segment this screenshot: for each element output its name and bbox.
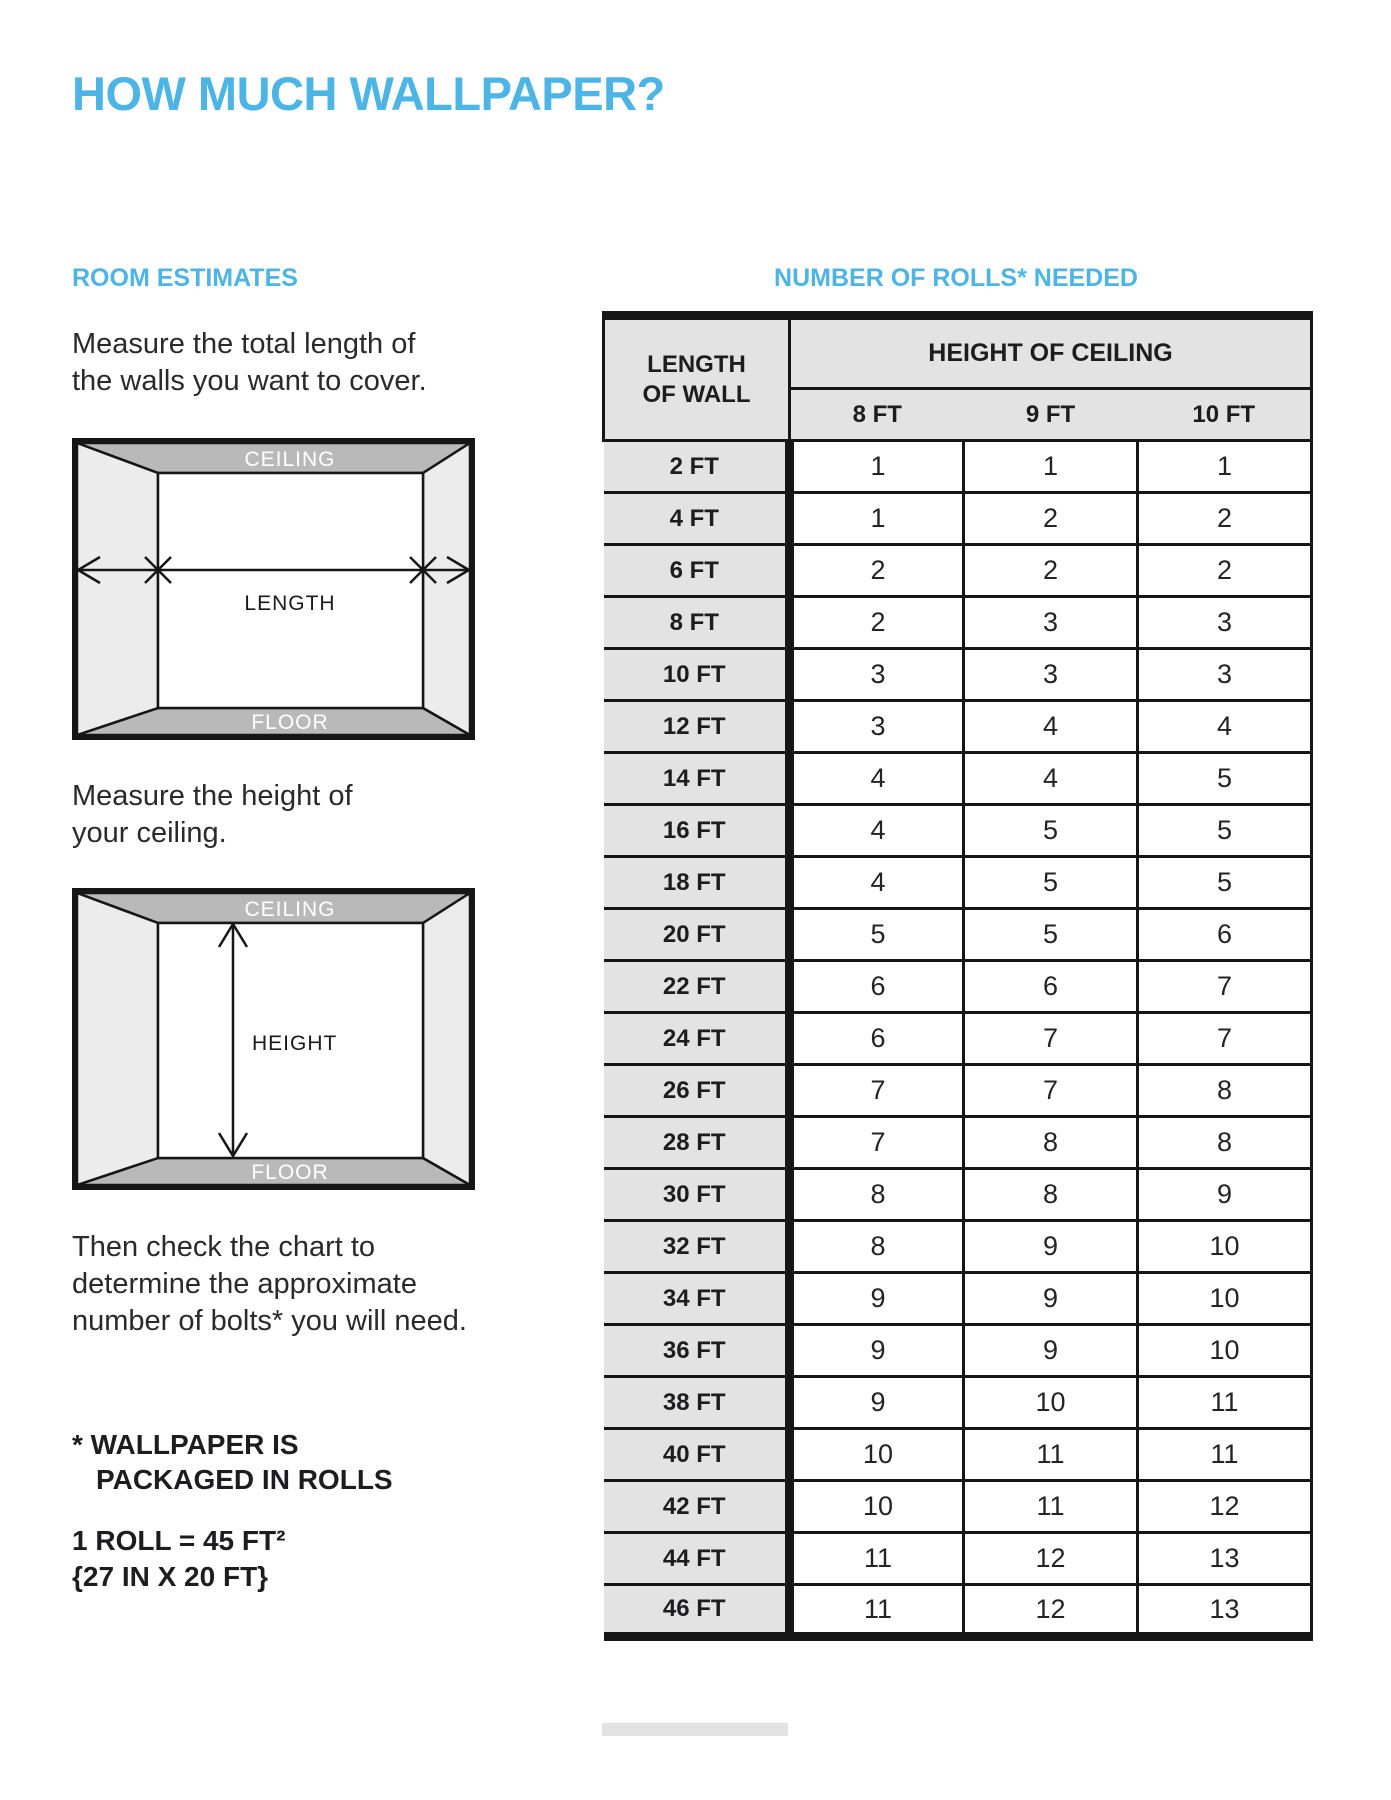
row-header-wall-length: 40 FT [604, 1429, 790, 1481]
rolls-count-cell: 10 [790, 1429, 964, 1481]
rolls-count-cell: 6 [790, 1013, 964, 1065]
instruction-line: your ceiling. [72, 817, 227, 849]
rolls-count-cell: 12 [964, 1585, 1138, 1637]
table-row [604, 441, 1312, 493]
floor-label: FLOOR [251, 711, 329, 734]
group-header-height-of-ceiling: HEIGHT OF CEILING [790, 316, 1312, 389]
rolls-count-cell: 13 [1138, 1533, 1312, 1585]
rolls-count-cell: 6 [790, 961, 964, 1013]
row-header-wall-length: 46 FT [604, 1585, 790, 1637]
table-row [604, 961, 1312, 1013]
rolls-count-cell: 5 [1138, 805, 1312, 857]
table-row [604, 753, 1312, 805]
left-wall-surface [77, 443, 158, 735]
row-header-wall-length: 32 FT [604, 1221, 790, 1273]
row-header-wall-length: 6 FT [604, 545, 790, 597]
length-dimension-label: LENGTH [244, 592, 336, 615]
footnote-line: * WALLPAPER IS [72, 1429, 299, 1460]
row-header-wall-length: 8 FT [604, 597, 790, 649]
rolls-count-cell: 2 [964, 545, 1138, 597]
rolls-count-cell: 10 [964, 1377, 1138, 1429]
row-header-wall-length: 26 FT [604, 1065, 790, 1117]
rolls-count-cell: 7 [1138, 1013, 1312, 1065]
corner-header-line: OF WALL [642, 380, 751, 408]
rolls-count-cell: 4 [790, 753, 964, 805]
rolls-count-cell: 8 [964, 1117, 1138, 1169]
rolls-count-cell: 8 [790, 1221, 964, 1273]
table-left-column-sliver [602, 1723, 788, 1736]
rolls-count-cell: 3 [790, 649, 964, 701]
rolls-count-cell: 1 [1138, 441, 1312, 493]
rolls-count-cell: 9 [964, 1221, 1138, 1273]
rolls-count-cell: 10 [1138, 1221, 1312, 1273]
rolls-count-cell: 9 [1138, 1169, 1312, 1221]
rolls-count-cell: 11 [790, 1585, 964, 1637]
table-row [604, 1429, 1312, 1481]
roll-size-info [72, 1523, 285, 1595]
column-header-10ft: 10 FT [1138, 389, 1312, 441]
instruction-line: number of bolts* you will need. [72, 1305, 467, 1337]
table-row [604, 1117, 1312, 1169]
row-header-wall-length: 12 FT [604, 701, 790, 753]
rolls-count-cell: 3 [964, 597, 1138, 649]
page-title: HOW MUCH WALLPAPER? [72, 67, 665, 120]
table-row [604, 909, 1312, 961]
rolls-count-cell: 10 [1138, 1325, 1312, 1377]
rolls-count-cell: 10 [1138, 1273, 1312, 1325]
rolls-count-cell: 4 [790, 805, 964, 857]
rolls-count-cell: 7 [790, 1065, 964, 1117]
table-row [604, 649, 1312, 701]
instruction-line: Measure the height of [72, 780, 353, 812]
row-header-wall-length: 30 FT [604, 1169, 790, 1221]
row-header-wall-length: 20 FT [604, 909, 790, 961]
row-header-wall-length: 2 FT [604, 441, 790, 493]
rolls-count-cell: 9 [964, 1325, 1138, 1377]
table-row [604, 1273, 1312, 1325]
rolls-count-cell: 7 [790, 1117, 964, 1169]
row-header-wall-length: 18 FT [604, 857, 790, 909]
column-header-8ft: 8 FT [790, 389, 964, 441]
rolls-count-cell: 2 [1138, 493, 1312, 545]
room-height-diagram [72, 888, 475, 1190]
table-row [604, 701, 1312, 753]
rolls-count-cell: 2 [1138, 545, 1312, 597]
table-row [604, 1013, 1312, 1065]
rolls-count-cell: 4 [964, 701, 1138, 753]
right-wall-surface [423, 893, 470, 1185]
table-row [604, 493, 1312, 545]
roll-size-line: 1 ROLL = 45 FT² [72, 1525, 286, 1556]
rolls-count-cell: 12 [1138, 1481, 1312, 1533]
room-length-diagram [72, 438, 475, 740]
corner-header-length-of-wall [604, 316, 790, 441]
section-heading-rolls-needed: NUMBER OF ROLLS* NEEDED [774, 264, 1138, 292]
column-header-9ft: 9 FT [964, 389, 1138, 441]
table-row [604, 1065, 1312, 1117]
rolls-count-cell: 5 [964, 857, 1138, 909]
rolls-count-cell: 7 [964, 1013, 1138, 1065]
rolls-count-cell: 8 [964, 1169, 1138, 1221]
rolls-count-cell: 13 [1138, 1585, 1312, 1637]
row-header-wall-length: 42 FT [604, 1481, 790, 1533]
rolls-needed-table-container [602, 311, 1313, 1641]
row-header-wall-length: 14 FT [604, 753, 790, 805]
table-row [604, 1481, 1312, 1533]
rolls-count-cell: 11 [1138, 1429, 1312, 1481]
rolls-count-cell: 3 [1138, 597, 1312, 649]
left-wall-surface [77, 893, 158, 1185]
table-row [604, 1377, 1312, 1429]
rolls-count-cell: 11 [964, 1429, 1138, 1481]
floor-label: FLOOR [251, 1161, 329, 1184]
row-header-wall-length: 10 FT [604, 649, 790, 701]
rolls-count-cell: 9 [790, 1325, 964, 1377]
table-row [604, 1221, 1312, 1273]
row-header-wall-length: 16 FT [604, 805, 790, 857]
ceiling-label: CEILING [244, 898, 336, 921]
rolls-count-cell: 8 [1138, 1065, 1312, 1117]
rolls-count-cell: 7 [1138, 961, 1312, 1013]
rolls-count-cell: 5 [1138, 857, 1312, 909]
rolls-count-cell: 5 [790, 909, 964, 961]
rolls-count-cell: 11 [790, 1533, 964, 1585]
row-header-wall-length: 34 FT [604, 1273, 790, 1325]
section-heading-room-estimates: ROOM ESTIMATES [72, 264, 298, 292]
instruction-line: Then check the chart to [72, 1231, 376, 1263]
corner-header-line: LENGTH [647, 350, 746, 378]
rolls-count-cell: 1 [790, 441, 964, 493]
rolls-count-cell: 4 [1138, 701, 1312, 753]
rolls-count-cell: 12 [964, 1533, 1138, 1585]
instruction-line: Measure the total length of [72, 328, 416, 360]
rolls-count-cell: 5 [1138, 753, 1312, 805]
instruction-line: determine the approximate [72, 1268, 417, 1300]
rolls-count-cell: 9 [964, 1273, 1138, 1325]
rolls-count-cell: 8 [790, 1169, 964, 1221]
row-header-wall-length: 24 FT [604, 1013, 790, 1065]
rolls-count-cell: 4 [790, 857, 964, 909]
table-row [604, 1325, 1312, 1377]
instruction-measure-height [72, 778, 353, 852]
table-row [604, 1533, 1312, 1585]
row-header-wall-length: 44 FT [604, 1533, 790, 1585]
rolls-needed-table [602, 311, 1313, 1641]
rolls-count-cell: 2 [790, 597, 964, 649]
rolls-count-cell: 3 [790, 701, 964, 753]
instruction-line: the walls you want to cover. [72, 365, 427, 397]
ceiling-label: CEILING [244, 448, 336, 471]
rolls-count-cell: 6 [964, 961, 1138, 1013]
row-header-wall-length: 22 FT [604, 961, 790, 1013]
rolls-count-cell: 10 [790, 1481, 964, 1533]
row-header-wall-length: 28 FT [604, 1117, 790, 1169]
instruction-measure-length [72, 326, 427, 400]
rolls-count-cell: 4 [964, 753, 1138, 805]
rolls-count-cell: 2 [790, 545, 964, 597]
table-row [604, 545, 1312, 597]
rolls-count-cell: 3 [1138, 649, 1312, 701]
table-row [604, 1169, 1312, 1221]
footnote-line: PACKAGED IN ROLLS [96, 1464, 393, 1495]
rolls-count-cell: 2 [964, 493, 1138, 545]
rolls-count-cell: 1 [964, 441, 1138, 493]
rolls-count-cell: 8 [1138, 1117, 1312, 1169]
row-header-wall-length: 36 FT [604, 1325, 790, 1377]
rolls-count-cell: 1 [790, 493, 964, 545]
rolls-count-cell: 11 [1138, 1377, 1312, 1429]
table-row [604, 597, 1312, 649]
instruction-check-chart [72, 1229, 467, 1340]
roll-size-line: {27 IN X 20 FT} [72, 1561, 269, 1592]
rolls-count-cell: 9 [790, 1273, 964, 1325]
wallpaper-packaging-footnote [72, 1427, 393, 1497]
row-header-wall-length: 38 FT [604, 1377, 790, 1429]
rolls-count-cell: 5 [964, 909, 1138, 961]
back-wall-surface [158, 473, 423, 708]
table-row [604, 1585, 1312, 1637]
row-header-wall-length: 4 FT [604, 493, 790, 545]
height-dimension-label: HEIGHT [252, 1032, 338, 1055]
table-row [604, 857, 1312, 909]
rolls-count-cell: 6 [1138, 909, 1312, 961]
rolls-count-cell: 5 [964, 805, 1138, 857]
rolls-count-cell: 7 [964, 1065, 1138, 1117]
rolls-count-cell: 11 [964, 1481, 1138, 1533]
rolls-count-cell: 3 [964, 649, 1138, 701]
right-wall-surface [423, 443, 470, 735]
table-row [604, 805, 1312, 857]
rolls-count-cell: 9 [790, 1377, 964, 1429]
